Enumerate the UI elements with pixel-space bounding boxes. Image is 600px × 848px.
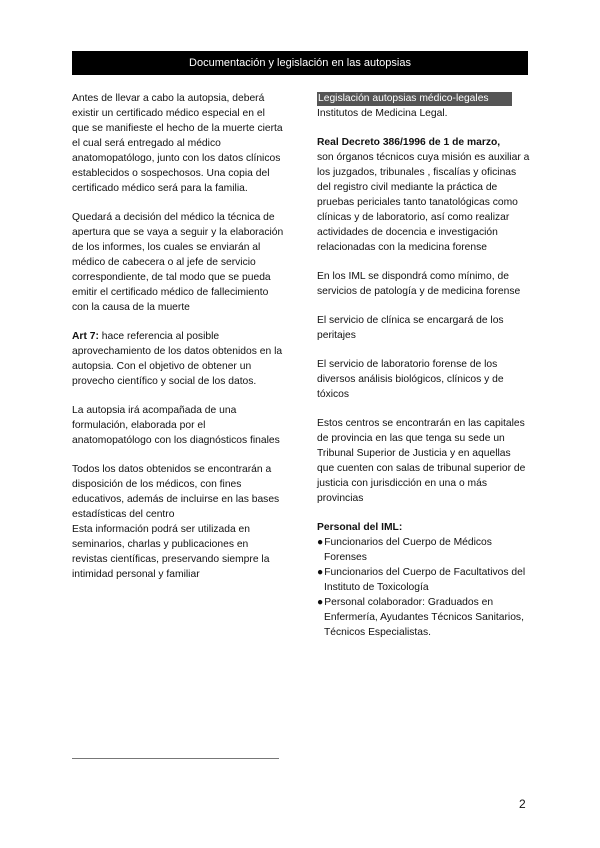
staff-list	[317, 535, 530, 640]
decree-text: son órganos técnicos cuya misión es auxiliar a los juzgados, tribunales , fiscalías y oficinas del registro civil mediante la práctica de pruebas periciales tanto tanatológicas como clínicas y de laboratorio, así como realizar actividades de docencia e investigación relacionadas con la medicina forense	[317, 152, 530, 253]
art7-label: Art 7:	[72, 331, 99, 342]
staff-item-text: Personal colaborador: Graduados en Enfermería, Ayudantes Técnicos Sanitarios, Técnicos Especialistas.	[324, 597, 524, 638]
list-item	[317, 595, 530, 640]
paragraph-centers-location: Estos centros se encontrarán en las capitales de provincia en las que tenga su sede un Tribunal Superior de Justicia y en aquellas que cuenten con salas de tribunal superior de justicia con jurisdicción en una o más provincias	[317, 418, 526, 504]
header-bar	[72, 51, 528, 75]
paragraph-technique: Quedará a decisión del médico la técnica de apertura que se vaya a seguir y la elaboración de los informes, los cuales se enviarán al médico de cabecera o al jefe de servicio correspondiente, de tal modo que se pueda emitir el certificado médico de fallecimiento con la causa de la muerte	[72, 212, 284, 313]
bullet-icon: ●	[317, 537, 324, 548]
paragraph-data-availability	[72, 462, 284, 582]
paragraph-art7	[72, 329, 284, 389]
bullet-icon: ●	[317, 597, 324, 608]
paragraph-iml-services: En los IML se dispondrá como mínimo, de servicios de patología y de medicina forense	[317, 271, 521, 297]
staff-section	[317, 520, 530, 640]
paragraph-data-a: Todos los datos obtenidos se encontrarán a disposición de los médicos, con fines educativos, además de incluirse en las bases estadísticas del centro	[72, 464, 280, 520]
paragraph-lab-service: El servicio de laboratorio forense de los diversos análisis biológicos, clínicos y de tóxicos	[317, 359, 504, 400]
section-heading-block	[317, 91, 530, 121]
staff-title: Personal del IML:	[317, 522, 403, 533]
staff-item-text: Funcionarios del Cuerpo de Facultativos del Instituto de Toxicología	[324, 567, 526, 593]
art7-text: hace referencia al posible aprovechamiento de los datos obtenidos en la autopsia. Con el objetivo de obtener un provecho científico y social de los datos.	[72, 331, 283, 387]
left-column	[72, 91, 284, 596]
staff-item-text: Funcionarios del Cuerpo de Médicos Forenses	[324, 537, 492, 563]
list-item	[317, 535, 530, 565]
paragraph-formulation: La autopsia irá acompañada de una formulación, elaborada por el anatomopatólogo con los diagnósticos finales	[72, 405, 280, 446]
bullet-icon: ●	[317, 567, 324, 578]
list-item	[317, 565, 530, 595]
paragraph-decree	[317, 135, 530, 255]
page-title: Documentación y legislación en las autopsias	[189, 57, 411, 69]
section-tag: Legislación autopsias médico-legales	[317, 92, 512, 106]
footnote-divider	[72, 758, 279, 759]
right-column	[317, 91, 530, 640]
paragraph-data-b: Esta información podrá ser utilizada en seminarios, charlas y publicaciones en revistas científicas, preservando siempre la intimidad personal y familiar	[72, 524, 270, 580]
paragraph-clinic-service: El servicio de clínica se encargará de los peritajes	[317, 315, 504, 341]
decree-label: Real Decreto 386/1996 de 1 de marzo,	[317, 137, 501, 148]
page-number: 2	[519, 797, 526, 811]
section-subtitle: Institutos de Medicina Legal.	[317, 108, 448, 119]
paragraph-certificate: Antes de llevar a cabo la autopsia, deberá existir un certificado médico especial en el que se manifieste el hecho de la muerte cierta el cual será entregado al médico anatomopatólogo, junto con los datos clínicos establecidos o sospechosos. Una copia del certificado médico será para la familia.	[72, 93, 283, 194]
